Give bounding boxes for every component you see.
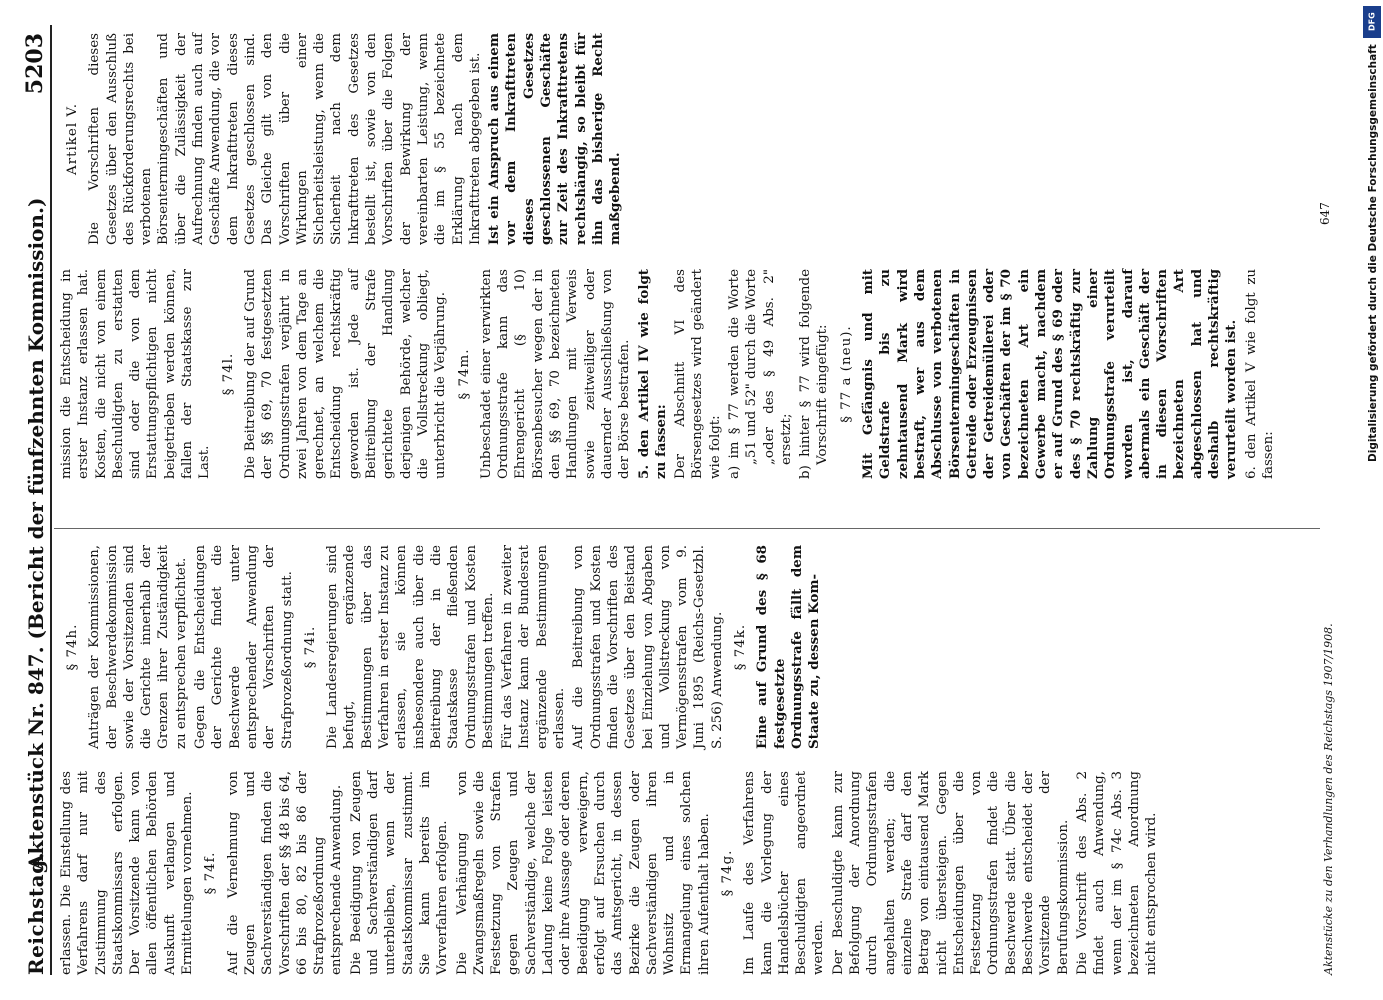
page-header: [20, 25, 54, 975]
header-rule: [50, 25, 52, 975]
paragraph: Die Vorschriften dieses Gesetzes über den Ausschluß des Rückforderungsrechts bei verbotenen Börsentermingeschäften und über die Zulässigkeit der Aufrechnung finden auch auf Geschäfte Anwendung, die vor dem Inkrafttreten dieses Gesetzes geschlossen sind. Das Gleiche gilt von den Vorschriften über die Wirkungen einer Sicherheitsleistung, wenn die Sicherheit nach dem Inkrafttreten des Gesetzes bestellt ist, sowie von den Vorschriften über die Folgen der Bewirkung der vereinbarten Leistung, wenn die im § 55 bezeichnete Erklärung nach dem Inkrafttreten abgegeben ist.: [87, 33, 483, 245]
paragraph: Der Abschnitt VI des Börsengesetzes wird geändert wie folgt:: [673, 269, 723, 479]
list-item: a) im § 77 werden die Worte „51 und 52" durch die Worte „oder des § 49 Abs. 2" ersetzt;: [726, 269, 794, 479]
paragraph: Die Landesregierungen sind befugt, ergänzende Bestimmungen über das Verfahren in erster Instanz zu erlassen, sie können insbesondere auch über die Beitreibung der in die Staatskasse fließenden Ordnungsstrafen und Kosten Bestimmungen treffen.: [325, 545, 496, 749]
section-heading: Artikel V.: [65, 103, 80, 175]
paragraph: Anträgen der Kommissionen, der Beschwerdekommission sowie der Vorsitzenden sind die Gerichte innerhalb der Grenzen ihrer Zuständigkeit zu entsprechen verpflichtet.: [87, 545, 189, 749]
paragraph: Auf die Beitreibung von Ordnungsstrafen und Kosten finden die Vorschriften des Gesetzes über den Beistand bei Einziehung von Abgaben und Vollstreckung von Vermögensstrafen vom 9. Juni 1895 (Reichs-Gesetzbl. S. 256) Anwendung.: [571, 545, 725, 749]
section-heading: § 74l.: [220, 352, 236, 396]
paragraph: Auf die Vernehmung von Zeugen und Sachverständigen finden die Vorschriften der §§ 48 bis 64, 66 bis 80, 82 bis 86 der Strafprozeßordnung entsprechende Anwendung.: [225, 771, 345, 975]
column-1: [58, 771, 1162, 975]
paragraph: Die Verhängung von Zwangsmaßregeln sowie die Festsetzung von Strafen gegen Zeugen und Sachverständige, welche der Ladung keine Folge leisten oder ihre Aussage oder deren Beeidigung verweigern, erfolgt auf Ersuchen durch das Amtsgericht, in dessen Bezirke die Zeugen oder Sachverständigen ihren Wohnsitz und in Ermangelung eines solchen ihren Aufenthalt haben.: [454, 771, 712, 975]
page-footer: Aktenstücke zu den Verhandlungen des Reichstags 1907/1908.: [1322, 623, 1335, 975]
paragraph: Ist ein Anspruch aus einem vor dem Inkrafttreten dieses Gesetzes geschlossenen Geschäfte zur Zeit des Inkrafttretens rechtshängig, so bleibt für ihn das bisherige Recht maßgebend.: [486, 33, 624, 245]
section-heading: § 74h.: [65, 623, 80, 671]
section-heading: § 74f.: [203, 851, 219, 895]
column-3: [58, 269, 1279, 479]
paragraph: Gegen die Entscheidungen der Gerichte findet die Beschwerde unter entsprechender Anwendung der Vorschriften der Strafprozeßordnung statt.: [193, 545, 295, 749]
section-heading: § 74m.: [456, 348, 472, 400]
digitization-credit: Digitalisierung gefördert durch die Deutsche Forschungsgemeinschaft: [1367, 44, 1379, 462]
paragraph: Eine auf Grund des § 68 festgesetzte Ordnungsstrafe fällt dem Staate zu, dessen Kom-: [754, 545, 823, 749]
item-label: 5. den Artikel IV wie folgt zu fassen:: [635, 269, 669, 479]
paragraph: Der Beschuldigte kann zur Befolgung der Anordnung durch Ordnungsstrafen angehalten werden; die einzelne Strafe darf den Betrag von eintausend Mark nicht übersteigen. Gegen Entscheidungen über die Festsetzung von Ordnungsstrafen findet die Beschwerde statt. Über die Beschwerde entscheidet der Vorsitzende der Berufungskommission.: [830, 771, 1071, 975]
paragraph: Die Beeidigung von Zeugen und Sachverständigen darf unterbleiben, wenn der Staatskommissar zustimmt. Sie kann bereits im Vorverfahren erfolgen.: [348, 771, 451, 975]
paragraph: erlassen. Die Einstellung des Verfahrens darf nur mit Zustimmung des Staatskommissars erfolgen. Der Vorsitzende kann von allen öffentlichen Behörden Auskunft verlangen und Ermittelungen vornehmen.: [59, 771, 196, 975]
column-2: [58, 545, 825, 749]
paragraph: Im Laufe des Verfahrens kann die Vorlegung der Handelsbücher eines Beschuldigten angeordnet werden.: [742, 771, 827, 975]
header-page-number: 5203: [22, 33, 48, 95]
section-heading: § 74i.: [302, 625, 318, 669]
item-label: 6. den Artikel V wie folgt zu fassen:: [1243, 269, 1276, 479]
header-title: Aktenstück Nr. 847. (Bericht der fünfzehnten Kommission.): [24, 197, 48, 870]
paragraph: Für das Verfahren in zweiter Instanz kann der Bundesrat ergänzende Bestimmungen erlassen.: [500, 545, 568, 749]
paragraph: Die Beitreibung der auf Grund der §§ 69, 70 festgesetzten Ordnungsstrafen verjährt in zwei Jahren von dem Tage an gerechnet, an welchem die Entscheidung rechtskräftig geworden ist. Jede auf Beitreibung der Strafe gerichtete Handlung derjenigen Behörde, welcher die Vollstreckung obliegt, unterbricht die Verjährung.: [242, 269, 449, 479]
paragraph: Die Vorschrift des Abs. 2 findet auch Anwendung, wenn der im § 74c Abs. 3 bezeichneten Anordnung nicht entsprochen wird.: [1074, 771, 1160, 975]
section-heading: § 77 a (neu).: [838, 325, 854, 423]
paragraph: Mit Gefängnis und mit Geldstrafe bis zu zehntausend Mark wird bestraft, wer aus dem Abschlusse von verbotenen Börsentermingeschäften in Getreide oder Erzeugnissen der Getreidemüllerei oder von Geschäften der im § 70 bezeichneten Art ein Gewerbe macht, nachdem er auf Grund des § 69 oder des § 70 rechtskräftig zur Zahlung einer Ordnungsstrafe verurteilt worden ist, darauf abermals ein Geschäft der in diesen Vorschriften bezeichneten Art abgeschlossen hat und deshalb rechtskräftig verurteilt worden ist.: [860, 269, 1240, 479]
list-item: b) hinter § 77 wird folgende Vorschrift eingefügt:: [798, 269, 831, 479]
paragraph: mission die Entscheidung in erster Instanz erlassen hat. Kosten, die nicht von einem Beschuldigten zu erstatten sind oder die von dem Erstattungspflichtigen nicht beigetrieben werden können, fallen der Staatskasse zur Last.: [59, 269, 213, 479]
dfg-logo: DFG: [1363, 6, 1381, 38]
header-left: Reichstag.: [24, 851, 48, 975]
column-4: [58, 33, 627, 245]
footer-page-number: 647: [1318, 202, 1332, 225]
section-heading: § 74k.: [732, 623, 748, 671]
column-divider: [54, 528, 1320, 529]
paragraph: Unbeschadet einer verwirkten Ordnungsstrafe kann das Ehrengericht (§ 10) Börsenbesucher wegen der in den §§ 69, 70 bezeichneten Handlungen mit Verweis sowie zeitweiliger oder dauernder Ausschließung von der Börse bestrafen.: [478, 269, 633, 479]
section-heading: § 74g.: [719, 849, 735, 897]
scanned-page: [20, 25, 1350, 975]
